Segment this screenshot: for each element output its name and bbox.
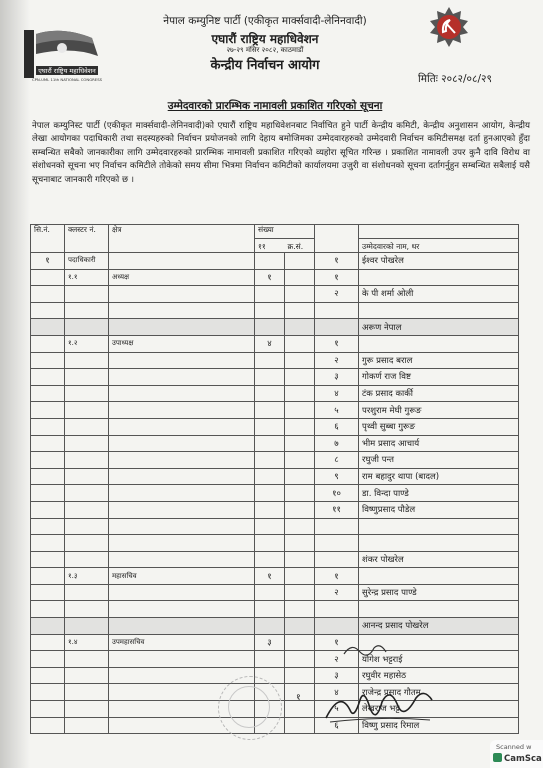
party-name: नेपाल कम्युनिष्ट पार्टी (एकीकृत मार्क्सवादी-लेनिनवादी) xyxy=(163,15,367,27)
cell-count xyxy=(255,319,285,336)
cell-cluster xyxy=(65,485,109,502)
cell-count xyxy=(255,518,285,535)
cell-count xyxy=(255,468,285,485)
cell-name: टंक प्रसाद कार्की xyxy=(359,385,519,402)
cell-name: पृथ्वी सुब्बा गुरूङ xyxy=(359,418,519,435)
table-row xyxy=(31,501,519,518)
cell-sector xyxy=(109,369,255,386)
cell-cluster xyxy=(65,667,109,684)
cell-count xyxy=(255,618,285,635)
cell-name: भीम प्रसाद आचार्य xyxy=(359,435,519,452)
header-blank2 xyxy=(359,225,519,239)
cell-cluster: पदाधिकारी xyxy=(65,253,109,270)
table-row xyxy=(31,435,519,452)
table-row xyxy=(31,667,519,684)
cell-name: ईश्वर पोखरेल xyxy=(359,253,519,270)
cell-cluster xyxy=(65,468,109,485)
table-row xyxy=(31,418,519,435)
table-row xyxy=(31,335,519,352)
cell-name: गुरू प्रसाद बराल xyxy=(359,352,519,369)
cell-sector xyxy=(109,518,255,535)
cell-blank xyxy=(285,435,315,452)
cell-count xyxy=(255,302,285,319)
cell-sn xyxy=(31,435,65,452)
cell-count xyxy=(255,601,285,618)
cell-name: के पी शर्मा ओली xyxy=(359,286,519,303)
cell-name: डा. विन्दा पाण्डे xyxy=(359,485,519,502)
cell-name: अरूण नेपाल xyxy=(359,319,519,336)
cell-ks: १० xyxy=(315,485,359,502)
cell-blank xyxy=(285,601,315,618)
cell-blank xyxy=(285,634,315,651)
cell-blank xyxy=(285,302,315,319)
cell-sn xyxy=(31,352,65,369)
cell-ks: २ xyxy=(315,651,359,668)
cell-sector xyxy=(109,551,255,568)
cell-sector xyxy=(109,385,255,402)
watermark-line2: CamSca xyxy=(504,754,542,764)
header-count-sub: ११ xyxy=(255,239,285,253)
table-row xyxy=(31,634,519,651)
cell-ks: १ xyxy=(315,634,359,651)
cell-sn xyxy=(31,385,65,402)
cell-cluster xyxy=(65,651,109,668)
cell-sector xyxy=(109,302,255,319)
cell-sn xyxy=(31,684,65,701)
cell-count xyxy=(255,651,285,668)
cell-name: परशुराम मेघी गुरूङ xyxy=(359,402,519,419)
table-row xyxy=(31,568,519,585)
cell-ks: ५ xyxy=(315,701,359,718)
cell-ks: ६ xyxy=(315,717,359,734)
cell-ks xyxy=(315,551,359,568)
cell-ks: ५ xyxy=(315,402,359,419)
table-row xyxy=(31,385,519,402)
cell-count xyxy=(255,485,285,502)
cell-sector: महासचिव xyxy=(109,568,255,585)
cell-ks: १ xyxy=(315,568,359,585)
cell-blank xyxy=(285,468,315,485)
cell-cluster xyxy=(65,319,109,336)
cell-ks: ७ xyxy=(315,435,359,452)
cell-blank xyxy=(285,269,315,286)
cell-cluster xyxy=(65,717,109,734)
cell-count xyxy=(255,369,285,386)
cell-sn xyxy=(31,452,65,469)
cell-cluster xyxy=(65,435,109,452)
cell-sector xyxy=(109,535,255,552)
cell-ks xyxy=(315,535,359,552)
cell-sector xyxy=(109,402,255,419)
cell-count xyxy=(255,435,285,452)
cell-sn xyxy=(31,501,65,518)
cell-cluster xyxy=(65,452,109,469)
cell-sn xyxy=(31,402,65,419)
table-row xyxy=(31,485,519,502)
cell-sn xyxy=(31,518,65,535)
cell-name xyxy=(359,269,519,286)
cell-sector xyxy=(109,468,255,485)
cell-sn xyxy=(31,319,65,336)
cell-ks: १ xyxy=(315,269,359,286)
logo-subtext: CPN-UML 11th NATIONAL CONGRESS xyxy=(31,77,103,82)
cell-count xyxy=(255,551,285,568)
table-row xyxy=(31,584,519,601)
cell-sn xyxy=(31,667,65,684)
cell-cluster xyxy=(65,286,109,303)
header-sn: सि.नं. xyxy=(31,225,65,253)
table-row xyxy=(31,468,519,485)
cell-name: विष्णुप्रसाद पौडेल xyxy=(359,501,519,518)
cell-cluster xyxy=(65,535,109,552)
cell-name: रघुवीर महासेठ xyxy=(359,667,519,684)
cell-cluster xyxy=(65,701,109,718)
cell-sn xyxy=(31,369,65,386)
table-row xyxy=(31,618,519,635)
cell-blank xyxy=(285,551,315,568)
cell-blank xyxy=(285,651,315,668)
cell-cluster xyxy=(65,518,109,535)
cell-cluster xyxy=(65,601,109,618)
cell-cluster xyxy=(65,584,109,601)
table-row xyxy=(31,319,519,336)
cell-blank xyxy=(285,717,315,734)
cell-sn xyxy=(31,535,65,552)
cell-sn xyxy=(31,302,65,319)
cell-name xyxy=(359,335,519,352)
cell-blank xyxy=(285,319,315,336)
cell-ks: ४ xyxy=(315,684,359,701)
party-logo-icon xyxy=(22,26,104,84)
cell-count xyxy=(255,352,285,369)
convention-dates: २७-२९ मंसिर २०८२, काठमाडौं xyxy=(226,46,304,54)
cell-blank xyxy=(285,518,315,535)
cell-blank xyxy=(285,402,315,419)
cell-sector xyxy=(109,584,255,601)
watermark-line1: Scanned w xyxy=(496,743,532,751)
cell-cluster: १.२ xyxy=(65,335,109,352)
cell-name: योगेश भट्टराई xyxy=(359,651,519,668)
cell-sn xyxy=(31,568,65,585)
cell-sector xyxy=(109,352,255,369)
convention-name: एघारौं राष्ट्रिय महाधिवेशन xyxy=(211,32,319,46)
cell-cluster: १.१ xyxy=(65,269,109,286)
cell-ks: १ xyxy=(315,253,359,270)
cell-ks: ३ xyxy=(315,667,359,684)
table-row xyxy=(31,402,519,419)
cell-name xyxy=(359,302,519,319)
cell-sector xyxy=(109,485,255,502)
cell-name: राजेन्द्र प्रसाद गौतम xyxy=(359,684,519,701)
scan-shadow xyxy=(0,0,30,768)
signature-mark xyxy=(340,640,390,660)
cell-sector xyxy=(109,253,255,270)
table-row xyxy=(31,651,519,668)
cell-cluster xyxy=(65,402,109,419)
cell-sn xyxy=(31,286,65,303)
cell-ks xyxy=(315,618,359,635)
cell-sector xyxy=(109,435,255,452)
cell-name xyxy=(359,518,519,535)
cell-name xyxy=(359,568,519,585)
cell-ks: १ xyxy=(315,335,359,352)
cell-count: ३ xyxy=(255,634,285,651)
cell-cluster: १.३ xyxy=(65,568,109,585)
table-row xyxy=(31,551,519,568)
election-commission-name: केन्द्रीय निर्वाचन आयोग xyxy=(210,58,320,73)
cell-name: सुरेन्द्र प्रसाद पाण्डे xyxy=(359,584,519,601)
cell-ks: ८ xyxy=(315,452,359,469)
notice-title: उम्मेदवारको प्रारम्भिक नामावली प्रकाशित गरिएको सूचना xyxy=(167,100,383,112)
header-count: संख्या xyxy=(255,225,315,239)
cell-sn xyxy=(31,335,65,352)
cell-count: १ xyxy=(255,568,285,585)
hammer-sickle-emblem-icon xyxy=(428,6,470,48)
cell-sector xyxy=(109,418,255,435)
cell-cluster xyxy=(65,352,109,369)
cell-ks: ९ xyxy=(315,468,359,485)
table-row xyxy=(31,286,519,303)
cell-count xyxy=(255,584,285,601)
cell-blank xyxy=(285,618,315,635)
scanner-watermark xyxy=(490,740,543,768)
cell-sector: उपमहासचिव xyxy=(109,634,255,651)
cell-count xyxy=(255,286,285,303)
cell-sector xyxy=(109,452,255,469)
table-row xyxy=(31,269,519,286)
cell-name xyxy=(359,535,519,552)
cell-ks: ४ xyxy=(315,385,359,402)
cell-sector: उपाध्यक्ष xyxy=(109,335,255,352)
cell-sector: अध्यक्ष xyxy=(109,269,255,286)
notice-date: मितिः २०८२/०८/२९ xyxy=(418,73,492,85)
table-spacer-row xyxy=(31,518,519,535)
cell-ks: ६ xyxy=(315,418,359,435)
cell-sn xyxy=(31,634,65,651)
cell-blank xyxy=(285,253,315,270)
cell-sn xyxy=(31,584,65,601)
cell-cluster xyxy=(65,501,109,518)
cell-name: राम बहादुर थापा (बादल) xyxy=(359,468,519,485)
cell-count xyxy=(255,535,285,552)
cell-ks: २ xyxy=(315,584,359,601)
cell-ks xyxy=(315,319,359,336)
cell-sector xyxy=(109,319,255,336)
header-name: उम्मेदवारको नाम, थर xyxy=(359,239,519,253)
cell-sector xyxy=(109,651,255,668)
cell-name xyxy=(359,601,519,618)
cell-count: ४ xyxy=(255,335,285,352)
cell-blank xyxy=(285,286,315,303)
cell-sector xyxy=(109,618,255,635)
cell-blank xyxy=(285,452,315,469)
cell-count xyxy=(255,402,285,419)
logo-text: एघारौं राष्ट्रिय महाधिवेशन xyxy=(38,67,96,75)
cell-sn xyxy=(31,618,65,635)
candidate-table xyxy=(30,224,519,734)
cell-blank xyxy=(285,701,315,718)
cell-sn xyxy=(31,418,65,435)
cell-ks xyxy=(315,601,359,618)
cell-sector xyxy=(109,601,255,618)
cell-cluster xyxy=(65,385,109,402)
cell-blank xyxy=(285,584,315,601)
cell-count xyxy=(255,385,285,402)
cell-sn: १ xyxy=(31,253,65,270)
header-cluster: क्लस्टर नं. xyxy=(65,225,109,253)
cell-count xyxy=(255,253,285,270)
cell-ks xyxy=(315,302,359,319)
cell-cluster xyxy=(65,618,109,635)
cell-sn xyxy=(31,468,65,485)
cell-sector xyxy=(109,501,255,518)
cell-blank xyxy=(285,501,315,518)
cell-sn xyxy=(31,601,65,618)
cell-count xyxy=(255,501,285,518)
cell-ks xyxy=(315,518,359,535)
cell-blank xyxy=(285,418,315,435)
cell-sector xyxy=(109,286,255,303)
cell-blank xyxy=(285,335,315,352)
notice-paragraph: नेपाल कम्युनिस्ट पार्टी (एकीकृत मार्क्सवादी-लेनिनवादी)को एघारौं राष्ट्रिय महाधिवेशनबाट निर्वाचित हुने पार्टी केन्द्रीय कमिटी, केन्द्रीय अनुशासन आयोग, केन्द्रीय लेखा आयोगका पदाधिकारी तथा सदस्यहरुको निर्वाचन प्रयोजनको लागि देहाय बमोजिमका उम्मेदवारहरुको उम्मेदवारी निर्वाचन कमिटीसमक्ष दर्ता हुनआएको हुँदा सम्बन्धित सबैको जानकारीका लागि उम्मेदवारहरुको प्रारम्भिक नामावली प्रकाशित गरिएको व्यहोरा सूचित गरिन्छ । प्रकाशित नामावली उपर कुनै दावि विरोध वा संशोधनको सूचना भए निर्वाचन कमिटीले तोकेको समय सीमा भित्रमा निर्वाचन कमिटीको कार्यालयमा उजुरी वा संशोधनको सूचना दर्तागर्नुहुन सम्बन्धित सबैलाई यसै सूचनाबाट जानकारी गरिएको छ । xyxy=(32,121,530,185)
cell-blank xyxy=(285,385,315,402)
cell-name: लेखराज भट्ट xyxy=(359,701,519,718)
cell-ks: ११ xyxy=(315,501,359,518)
cell-blank xyxy=(285,667,315,684)
header-blank xyxy=(315,225,359,253)
cell-name: शंकर पोखरेल xyxy=(359,551,519,568)
signature xyxy=(320,680,440,726)
table-spacer-row xyxy=(31,535,519,552)
cell-cluster xyxy=(65,369,109,386)
table-spacer-row xyxy=(31,302,519,319)
cell-ks: ३ xyxy=(315,369,359,386)
table-spacer-row xyxy=(31,601,519,618)
cell-count xyxy=(255,452,285,469)
cell-sn xyxy=(31,701,65,718)
cell-count: १ xyxy=(255,269,285,286)
cell-cluster xyxy=(65,551,109,568)
table-header-row xyxy=(31,225,519,239)
cell-blank xyxy=(285,369,315,386)
cell-sn xyxy=(31,485,65,502)
cell-name: गोकर्ण राज विष्ट xyxy=(359,369,519,386)
table-row xyxy=(31,452,519,469)
cell-name: विष्णु प्रसाद रिमाल xyxy=(359,717,519,734)
cell-blank xyxy=(285,485,315,502)
cell-cluster xyxy=(65,684,109,701)
cell-ks: २ xyxy=(315,352,359,369)
camscanner-icon xyxy=(493,753,502,762)
cell-sn xyxy=(31,269,65,286)
table-row xyxy=(31,253,519,270)
official-stamp xyxy=(218,676,282,740)
cell-name: रघुजी पन्त xyxy=(359,452,519,469)
table-row xyxy=(31,369,519,386)
cell-count xyxy=(255,418,285,435)
cell-ks: २ xyxy=(315,286,359,303)
cell-blank xyxy=(285,568,315,585)
cell-sn xyxy=(31,551,65,568)
cell-cluster: १.४ xyxy=(65,634,109,651)
cell-cluster xyxy=(65,302,109,319)
cell-name: आनन्द प्रसाद पोखरेल xyxy=(359,618,519,635)
header-ks: क्र.सं. xyxy=(285,239,315,253)
cell-blank xyxy=(285,535,315,552)
page-number: १ xyxy=(296,693,301,703)
header-sector: क्षेत्र xyxy=(109,225,255,253)
cell-cluster xyxy=(65,418,109,435)
table-row xyxy=(31,352,519,369)
cell-sn xyxy=(31,651,65,668)
cell-blank xyxy=(285,352,315,369)
cell-sn xyxy=(31,717,65,734)
